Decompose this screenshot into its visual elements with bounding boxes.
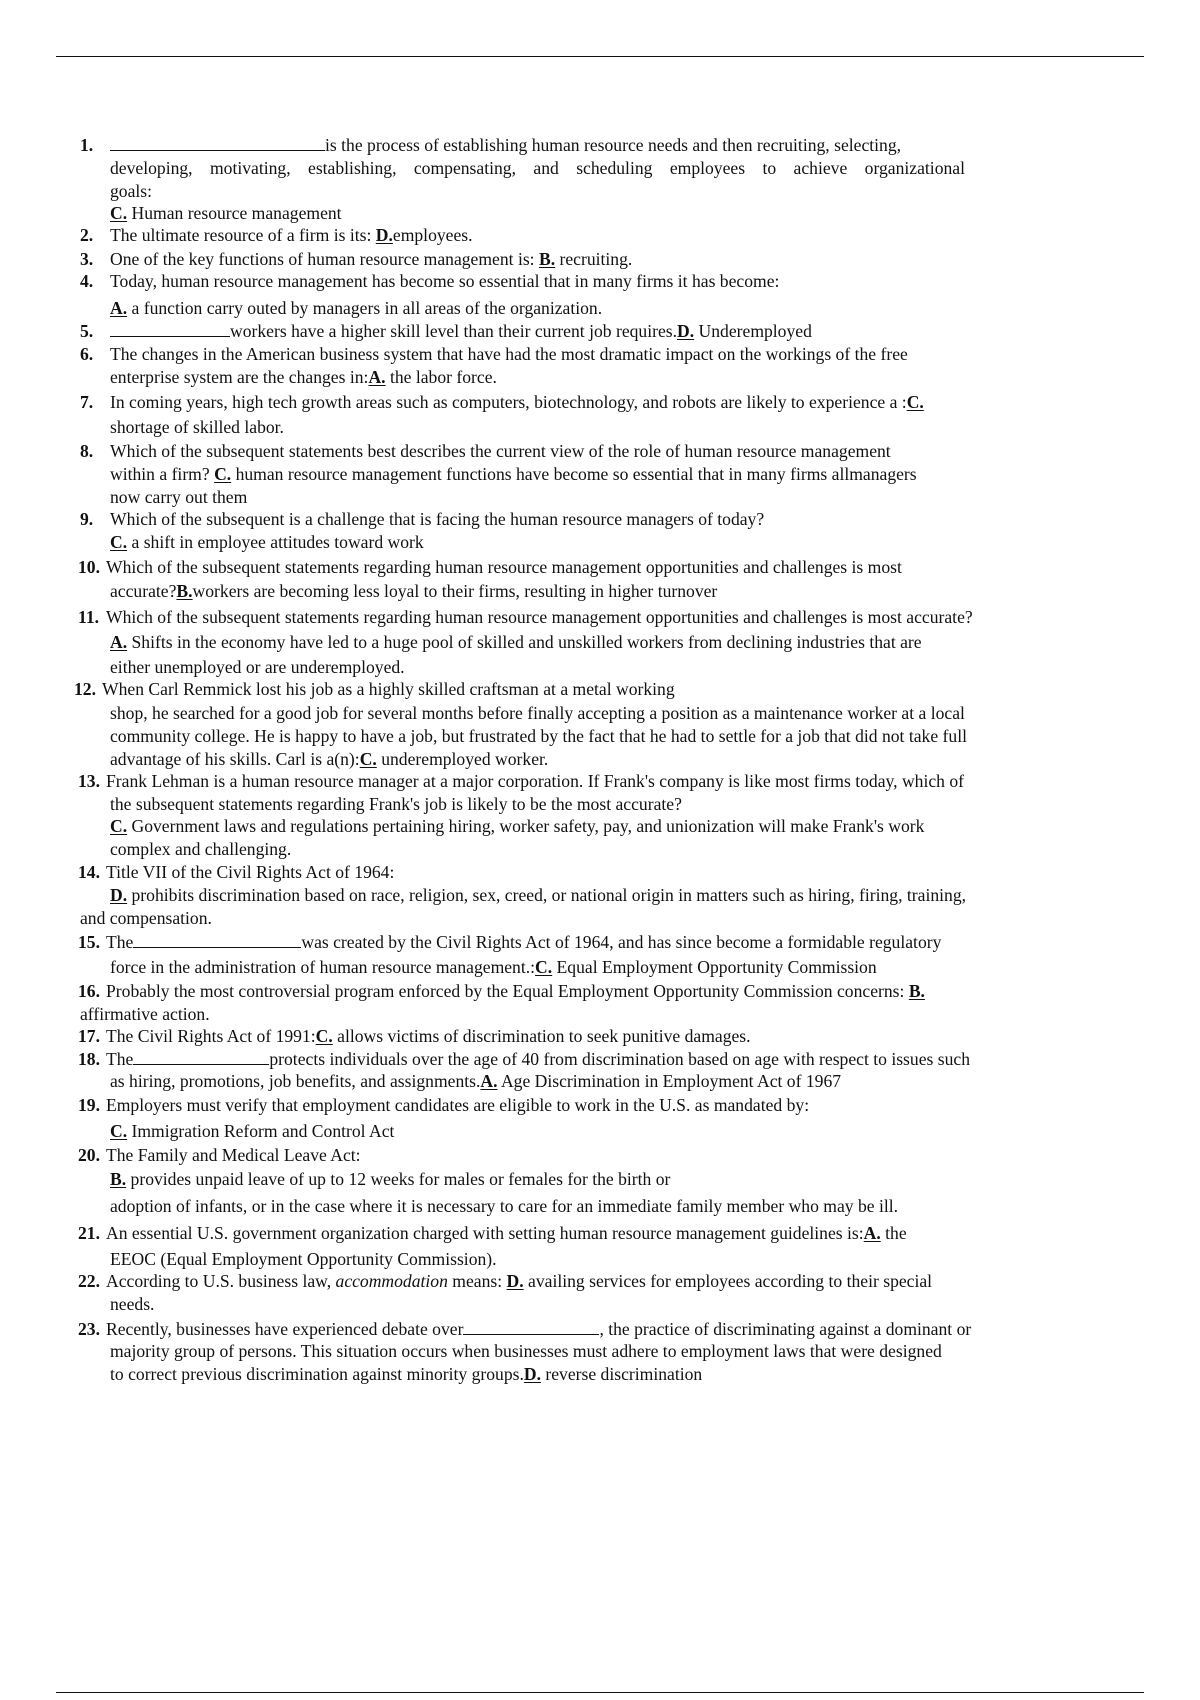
- question-text: means:: [447, 1271, 507, 1291]
- question-line: [106, 861, 394, 883]
- question-line: [110, 157, 965, 179]
- question-text: to correct previous discrimination against minority groups.: [110, 1364, 524, 1384]
- answer-letter: C.: [315, 1026, 333, 1046]
- question-text: the subsequent statements regarding Frank's job is likely to be the most accurate?: [110, 794, 682, 814]
- question-line: [110, 631, 922, 653]
- question-text: accurate?: [110, 581, 177, 601]
- question-number: 20.: [78, 1145, 100, 1165]
- answer-letter: B.: [110, 1169, 127, 1189]
- bottom-rule: [56, 1692, 1144, 1693]
- question-line: [110, 270, 779, 292]
- fill-in-blank: [110, 135, 325, 151]
- question-number: 12.: [74, 679, 96, 699]
- answer-letter: B.: [176, 581, 193, 601]
- question-number: 9.: [80, 509, 94, 529]
- question-text: Human resource management: [127, 203, 342, 223]
- question-line: [110, 486, 247, 508]
- question-number: 5.: [80, 321, 94, 341]
- question-text: The Family and Medical Leave Act:: [106, 1145, 361, 1165]
- question-text: underemployed worker.: [376, 749, 549, 769]
- question-line: [110, 1195, 898, 1217]
- question-text: workers have a higher skill level than their current job requires.: [230, 321, 678, 341]
- answer-letter: A.: [863, 1223, 881, 1243]
- question-text: the: [880, 1223, 907, 1243]
- question-line: [110, 1120, 394, 1142]
- question-text: prohibits discrimination based on race, religion, sex, creed, or national origin in matters such as hiring, firing, training,: [127, 885, 967, 905]
- question-text: Shifts in the economy have led to a huge pool of skilled and unskilled workers from declining industries that are: [127, 632, 922, 652]
- question-line: [106, 1094, 809, 1116]
- question-line: [110, 134, 901, 156]
- question-text: employees.: [392, 225, 473, 245]
- question-text: Today, human resource management has become so essential that in many firms it has become:: [110, 271, 780, 291]
- question-line: [110, 580, 717, 602]
- answer-letter: D.: [523, 1364, 541, 1384]
- question-number: 1.: [80, 135, 94, 155]
- question-text: a shift in employee attitudes toward work: [127, 532, 424, 552]
- question-number: 6.: [80, 344, 94, 364]
- question-line: [110, 656, 405, 678]
- fill-in-blank: [133, 1049, 269, 1065]
- question-text: adoption of infants, or in the case where it is necessary to care for an immediate family member who may be ill.: [110, 1196, 899, 1216]
- question-text: the labor force.: [385, 367, 497, 387]
- fill-in-blank: [110, 321, 230, 337]
- question-text: availing services for employees according to their special: [523, 1271, 933, 1291]
- question-text: within a firm?: [110, 464, 215, 484]
- question-line: [110, 956, 877, 978]
- question-text: affirmative action.: [80, 1004, 210, 1024]
- question-line: [110, 1248, 497, 1270]
- question-line: [110, 463, 917, 485]
- question-text: Which of the subsequent statements regarding human resource management opportunities and challenges is most: [106, 557, 902, 577]
- question-line: [106, 1222, 907, 1244]
- question-text: shortage of skilled labor.: [110, 417, 284, 437]
- question-text: When Carl Remmick lost his job as a highly skilled craftsman at a metal working: [102, 679, 675, 699]
- answer-letter: C.: [214, 464, 232, 484]
- question-text: recruiting.: [555, 249, 633, 269]
- question-line: [110, 343, 908, 365]
- question-line: [106, 770, 964, 792]
- question-text: Which of the subsequent statements regarding human resource management opportunities and challenges is most accurate?: [106, 607, 973, 627]
- answer-letter: A.: [110, 298, 128, 318]
- question-line: [110, 884, 966, 906]
- question-text: Title VII of the Civil Rights Act of 1964:: [106, 862, 395, 882]
- question-line: [106, 1025, 751, 1047]
- question-text: needs.: [110, 1294, 155, 1314]
- question-line: [110, 416, 284, 438]
- question-text: allows victims of discrimination to seek punitive damages.: [332, 1026, 751, 1046]
- question-line: [110, 391, 924, 413]
- answer-letter: C.: [359, 749, 377, 769]
- question-text: Employers must verify that employment candidates are eligible to work in the U.S. as mandated by:: [106, 1095, 810, 1115]
- question-text: The Civil Rights Act of 1991:: [106, 1026, 316, 1046]
- question-text: An essential U.S. government organization charged with setting human resource management guidelines is:: [106, 1223, 864, 1243]
- question-line: [110, 838, 291, 860]
- fill-in-blank: [463, 1319, 599, 1335]
- question-text: One of the key functions of human resource management is:: [110, 249, 539, 269]
- question-number: 14.: [78, 862, 100, 882]
- question-text: Age Discrimination in Employment Act of 1967: [497, 1071, 842, 1091]
- question-line: [106, 980, 925, 1002]
- question-text: community college. He is happy to have a job, but frustrated by the fact that he had to settle for a job that did not take full: [110, 726, 967, 746]
- question-text: human resource management functions have become so essential that in many firms allmanagers: [231, 464, 917, 484]
- question-line: [110, 366, 497, 388]
- answer-letter: C.: [110, 1121, 128, 1141]
- question-number: 4.: [80, 271, 94, 291]
- question-line: [110, 1168, 670, 1190]
- question-number: 10.: [78, 557, 100, 577]
- question-text: either unemployed or are underemployed.: [110, 657, 405, 677]
- question-text: Equal Employment Opportunity Commission: [552, 957, 877, 977]
- question-text: was created by the Civil Rights Act of 1964, and has since become a formidable regulatory: [301, 932, 942, 952]
- answer-letter: A.: [480, 1071, 498, 1091]
- question-number: 13.: [78, 771, 100, 791]
- question-text: The: [106, 1049, 134, 1069]
- question-line: [110, 702, 965, 724]
- question-text: workers are becoming less loyal to their firms, resulting in higher turnover: [192, 581, 718, 601]
- question-line: [102, 678, 675, 700]
- question-line: [110, 224, 473, 246]
- question-line: [110, 531, 424, 553]
- question-number: 16.: [78, 981, 100, 1001]
- question-number: 17.: [78, 1026, 100, 1046]
- question-text: shop, he searched for a good job for several months before finally accepting a position as a maintenance worker at a local: [110, 703, 965, 723]
- fill-in-blank: [133, 932, 301, 948]
- question-line: [110, 1363, 702, 1385]
- question-text: The: [106, 932, 134, 952]
- question-text: Which of the subsequent is a challenge that is facing the human resource managers of today?: [110, 509, 765, 529]
- answer-letter: C.: [110, 532, 128, 552]
- answer-letter: B.: [538, 249, 556, 269]
- answer-letter: D.: [110, 885, 128, 905]
- question-text: enterprise system are the changes in:: [110, 367, 369, 387]
- question-line: [110, 297, 602, 319]
- answer-letter: C.: [110, 816, 128, 836]
- question-line: [110, 180, 152, 202]
- question-line: [110, 248, 632, 270]
- question-text: EEOC (Equal Employment Opportunity Commission).: [110, 1249, 497, 1269]
- question-number: 8.: [80, 441, 94, 461]
- question-text: Frank Lehman is a human resource manager at a major corporation. If Frank's company is like most firms today, which of: [106, 771, 965, 791]
- question-text: goals:: [110, 181, 153, 201]
- question-text: reverse discrimination: [540, 1364, 703, 1384]
- question-text: Which of the subsequent statements best describes the current view of the role of human resource management: [110, 441, 891, 461]
- answer-letter: C.: [906, 392, 924, 412]
- question-text: Underemployed: [694, 321, 812, 341]
- question-line: [110, 320, 812, 342]
- question-line: [110, 815, 924, 837]
- question-text: provides unpaid leave of up to 12 weeks for males or females for the birth or: [126, 1169, 671, 1189]
- question-line: [110, 440, 891, 462]
- question-text: According to U.S. business law,: [106, 1271, 336, 1291]
- question-text: as hiring, promotions, job benefits, and assignments.: [110, 1071, 481, 1091]
- question-line: [110, 1340, 942, 1362]
- question-number: 21.: [78, 1223, 100, 1243]
- question-text: complex and challenging.: [110, 839, 292, 859]
- question-number: 15.: [78, 932, 100, 952]
- question-text: and compensation.: [80, 908, 212, 928]
- question-line: [110, 508, 764, 530]
- question-text: The ultimate resource of a firm is its:: [110, 225, 376, 245]
- answer-letter: C.: [535, 957, 553, 977]
- question-line: [106, 1318, 971, 1340]
- question-number: 18.: [78, 1049, 100, 1069]
- question-line: [110, 748, 548, 770]
- question-text: majority group of persons. This situation occurs when businesses must adhere to employment laws that were designed: [110, 1341, 942, 1361]
- question-text: protects individuals over the age of 40 from discrimination based on age with respect to issues such: [269, 1049, 971, 1069]
- answer-letter: D.: [677, 321, 695, 341]
- question-line: [106, 931, 941, 953]
- question-line: [106, 1144, 361, 1166]
- question-number: 11.: [78, 607, 100, 627]
- question-line: [110, 793, 682, 815]
- question-line: [106, 1270, 932, 1292]
- question-text: a function carry outed by managers in all areas of the organization.: [127, 298, 603, 318]
- answer-letter: D.: [506, 1271, 524, 1291]
- answer-letter: A.: [110, 632, 128, 652]
- question-text: is the process of establishing human resource needs and then recruiting, selecting,: [325, 135, 902, 155]
- question-line: [80, 1003, 210, 1025]
- question-number: 7.: [80, 392, 94, 412]
- question-line: [80, 907, 212, 929]
- question-text: now carry out them: [110, 487, 248, 507]
- question-text: Government laws and regulations pertaining hiring, worker safety, pay, and unionization will make Frank's work: [127, 816, 925, 836]
- emphasized-term: accommodation: [335, 1271, 448, 1291]
- question-number: 22.: [78, 1271, 100, 1291]
- answer-letter: B.: [908, 981, 925, 1001]
- question-line: [106, 1048, 970, 1070]
- question-text: , the practice of discriminating against a dominant or: [599, 1319, 972, 1339]
- question-number: 19.: [78, 1095, 100, 1115]
- question-line: [106, 556, 902, 578]
- question-line: [110, 1293, 154, 1315]
- question-text: force in the administration of human resource management.:: [110, 957, 536, 977]
- question-text: The changes in the American business system that have had the most dramatic impact on the workings of the free: [110, 344, 908, 364]
- question-text: In coming years, high tech growth areas such as computers, biotechnology, and robots are likely to experience a :: [110, 392, 907, 412]
- question-line: [110, 725, 967, 747]
- question-text: Recently, businesses have experienced debate over: [106, 1319, 464, 1339]
- answer-letter: D.: [375, 225, 393, 245]
- question-text: developing, motivating, establishing, compensating, and scheduling employees to achieve organizational: [110, 158, 965, 178]
- question-text: Probably the most controversial program enforced by the Equal Employment Opportunity Commission concerns:: [106, 981, 909, 1001]
- question-text: Immigration Reform and Control Act: [127, 1121, 395, 1141]
- question-number: 3.: [80, 249, 94, 269]
- answer-letter: C.: [110, 203, 128, 223]
- question-line: [110, 1070, 841, 1092]
- question-text: advantage of his skills. Carl is a(n):: [110, 749, 360, 769]
- question-number: 23.: [78, 1319, 100, 1339]
- answer-letter: A.: [368, 367, 386, 387]
- question-line: [110, 202, 342, 224]
- question-line: [106, 606, 973, 628]
- question-number: 2.: [80, 225, 94, 245]
